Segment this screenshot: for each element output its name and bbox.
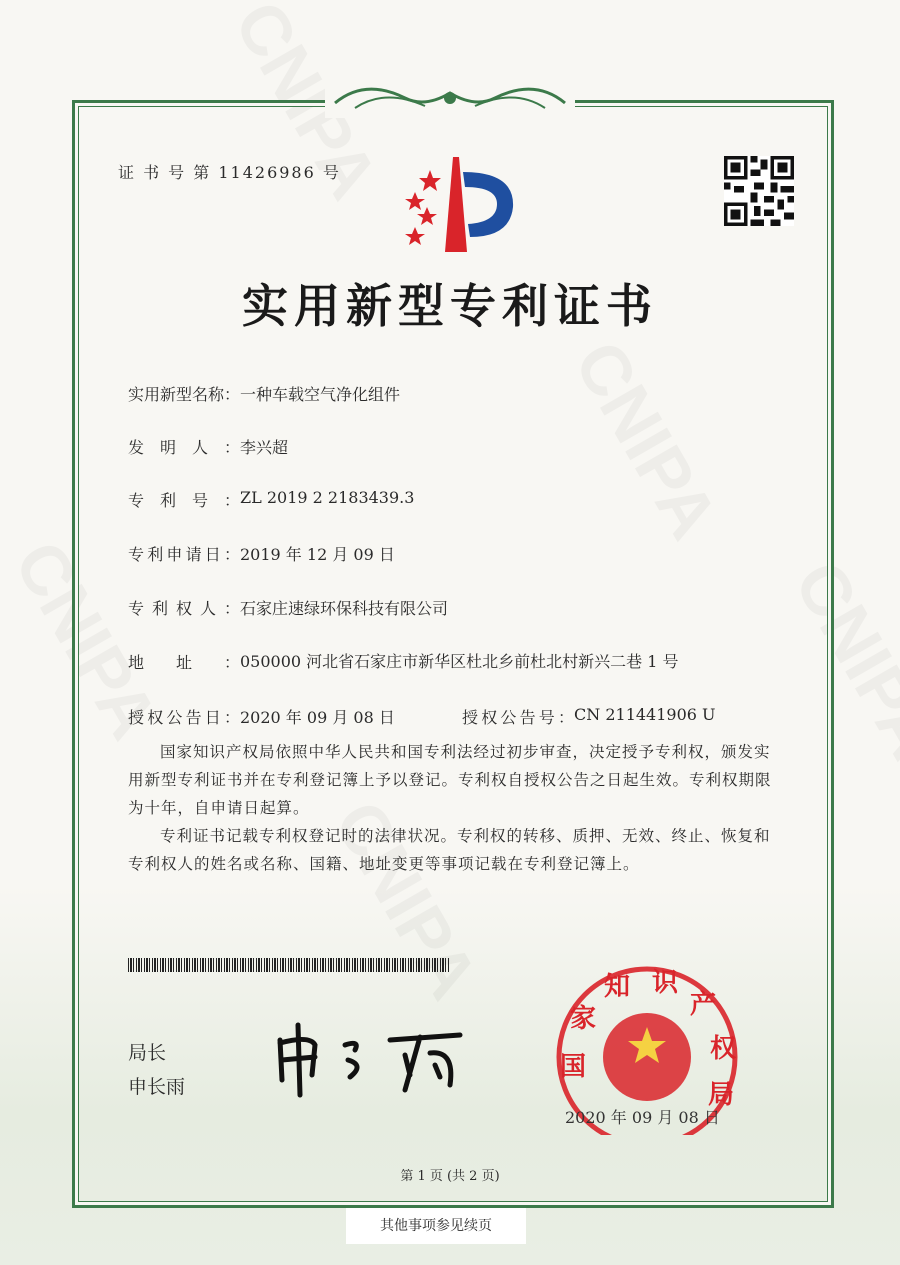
field-value: 050000 河北省石家庄市新华区杜北乡前杜北村新兴二巷 1 号	[240, 652, 679, 671]
field-patentee	[128, 596, 448, 619]
qr-code-icon	[724, 156, 794, 226]
field-inventor	[128, 435, 288, 458]
svg-text:产: 产	[690, 990, 717, 1020]
field-grant-number	[462, 705, 716, 728]
svg-text:国: 国	[560, 1052, 587, 1082]
signature-icon	[270, 1015, 470, 1100]
seal-date: 2020 年 09 月 08 日	[565, 1108, 720, 1127]
director-name: 申长雨	[128, 1076, 186, 1098]
field-label: 专利权人：	[128, 599, 240, 618]
field-utility-model-name	[128, 382, 400, 405]
svg-text:家: 家	[570, 1004, 597, 1034]
field-label: 实用新型名称：	[128, 385, 241, 404]
svg-text:局: 局	[708, 1080, 735, 1110]
field-patent-number	[128, 488, 414, 511]
field-label: 专利号：	[128, 491, 240, 510]
certificate-title: 实用新型专利证书	[242, 279, 658, 333]
field-address	[128, 650, 690, 673]
page-number: 第 1 页 (共 2 页)	[400, 1169, 500, 1184]
barcode	[128, 958, 450, 972]
field-grant-date	[128, 705, 395, 728]
director-title: 局长	[128, 1042, 167, 1064]
ornament-icon	[325, 78, 575, 118]
footer-note: 其他事项参见续页	[346, 1208, 526, 1244]
paragraph-legal-status: 专利证书记载专利权登记时的法律状况。专利权的转移、质押、无效、终止、恢复和专利权人的姓名或名称、国籍、地址变更等事项记载在专利登记簿上。	[128, 827, 771, 873]
field-label: 授权公告号：	[462, 708, 574, 727]
field-value: CN 211441906 U	[574, 705, 716, 724]
field-value: 李兴超	[240, 438, 289, 457]
field-label: 发明人：	[128, 438, 240, 457]
field-application-date	[128, 542, 395, 565]
field-label: 专利申请日：	[128, 545, 240, 564]
certificate-number: 证 书 号 第 11426986 号	[118, 163, 341, 182]
field-label: 授权公告日：	[128, 708, 240, 727]
field-value: ZL 2019 2 2183439.3	[240, 488, 415, 507]
paragraph-grant-statement: 国家知识产权局依照中华人民共和国专利法经过初步审查，决定授予专利权，颁发实用新型专利证书并在专利登记簿上予以登记。专利权自授权公告之日起生效。专利权期限为十年，自申请日起算。	[128, 743, 772, 817]
field-value: 2020 年 09 月 08 日	[240, 708, 395, 727]
svg-text:识: 识	[652, 968, 679, 998]
field-value: 一种车载空气净化组件	[240, 385, 401, 404]
field-value: 2019 年 12 月 09 日	[240, 545, 395, 564]
cnipa-logo-icon	[385, 152, 520, 262]
svg-text:权: 权	[710, 1034, 737, 1064]
field-label: 地址：	[128, 653, 240, 672]
svg-text:知: 知	[604, 972, 631, 1002]
field-value: 石家庄速绿环保科技有限公司	[240, 599, 449, 618]
